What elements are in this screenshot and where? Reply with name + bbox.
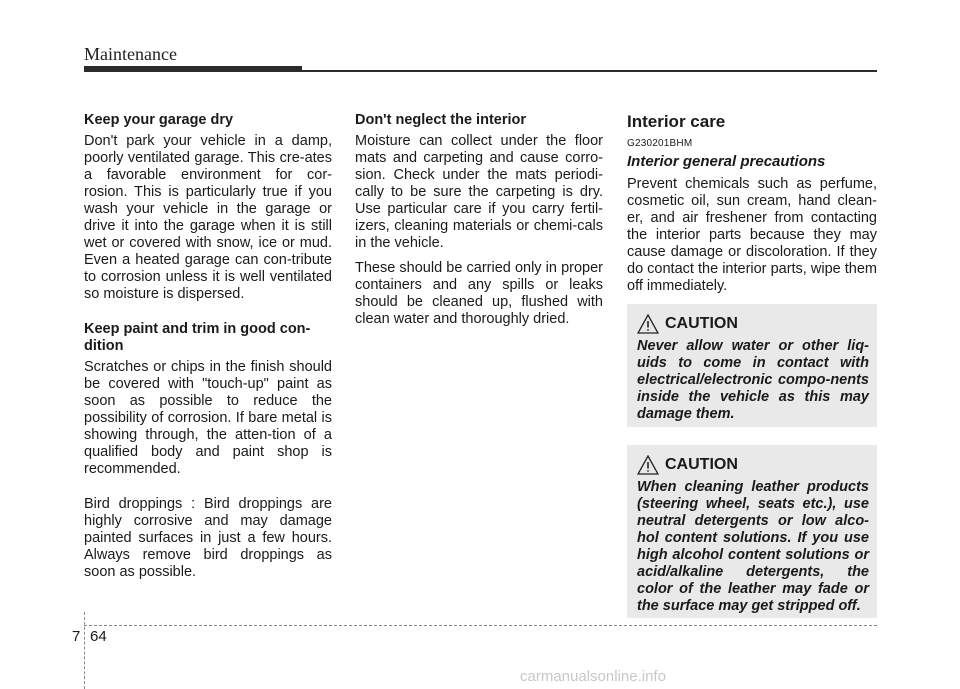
garage-paragraph: Don't park your vehicle in a damp, poorly ventilated garage. This cre-ates a favorable environment for cor-rosion. This is particularly true if you wash your vehicle in the garage or drive it into the garage when it is still wet or covered with snow, ice or mud. Even a heated garage can con-tribute to corrosion unless it is well ventilated so moisture is dispersed. [84, 133, 332, 302]
caution-box-1 [627, 304, 877, 427]
section-code: G230201BHM [627, 138, 693, 149]
caution-label: CAUTION [665, 315, 738, 332]
warning-triangle-icon [637, 455, 659, 475]
paint-heading: Keep paint and trim in good con-dition [84, 321, 311, 354]
precautions-paragraph: Prevent chemicals such as perfume, cosmetic oil, sun cream, hand clean-er, and air freshener from contacting the interior parts because they may cause damage or discoloration. If they do contact the interior parts, wipe them off immediately. [627, 176, 877, 294]
caution-text: When cleaning leather products (steering wheel, seats etc.), use neutral detergents or low alco-hol content solutions. If you use high alcohol content solutions or acid/alkaline detergents, the color of the leather may fade or the surface may get stripped off. [637, 479, 869, 614]
warning-triangle-icon [637, 314, 659, 334]
header-bar [84, 66, 302, 72]
page-number: 64 [90, 628, 107, 645]
column-middle [355, 112, 603, 346]
chapter-number: 7 [72, 628, 81, 645]
interior-paragraph-1: Moisture can collect under the floor mats and carpeting and cause corro-sion. Check under the mats periodi-cally to be sure the carpeting is dry. Use particular care if you carry fertil-izers, cleaning materials or chemi-cals in the vehicle. [355, 133, 603, 251]
garage-heading: Keep your garage dry [84, 112, 234, 128]
page-header-title: Maintenance [84, 44, 177, 64]
column-left [84, 112, 332, 599]
footer-divider [84, 612, 85, 689]
interior-heading: Don't neglect the interior [355, 112, 527, 128]
header-rule [302, 70, 877, 72]
precautions-subtitle: Interior general precautions [627, 153, 826, 170]
caution-box-2 [627, 445, 877, 618]
paint-paragraph: Scratches or chips in the finish should be covered with "touch-up" paint as soon as possible to reduce the possibility of corrosion. If bare metal is showing through, the atten-tion of a qualified body and paint shop is recommended. [84, 359, 332, 477]
bird-paragraph: Bird droppings : Bird droppings are highly corrosive and may damage painted surfaces in just a few hours. Always remove bird droppings as soon as possible. [84, 496, 332, 580]
caution-text: Never allow water or other liq-uids to come in contact with electrical/electronic compo-nents inside the vehicle as this may damage them. [637, 338, 869, 422]
interior-care-title: Interior care [627, 112, 726, 131]
column-right [627, 112, 877, 313]
footer-rule [84, 625, 877, 626]
interior-paragraph-2: These should be carried only in proper containers and any spills or leaks should be cleaned up, flushed with clean water and thoroughly dried. [355, 260, 603, 327]
caution-label: CAUTION [665, 456, 738, 473]
watermark-text: carmanualsonline.info [520, 668, 666, 685]
